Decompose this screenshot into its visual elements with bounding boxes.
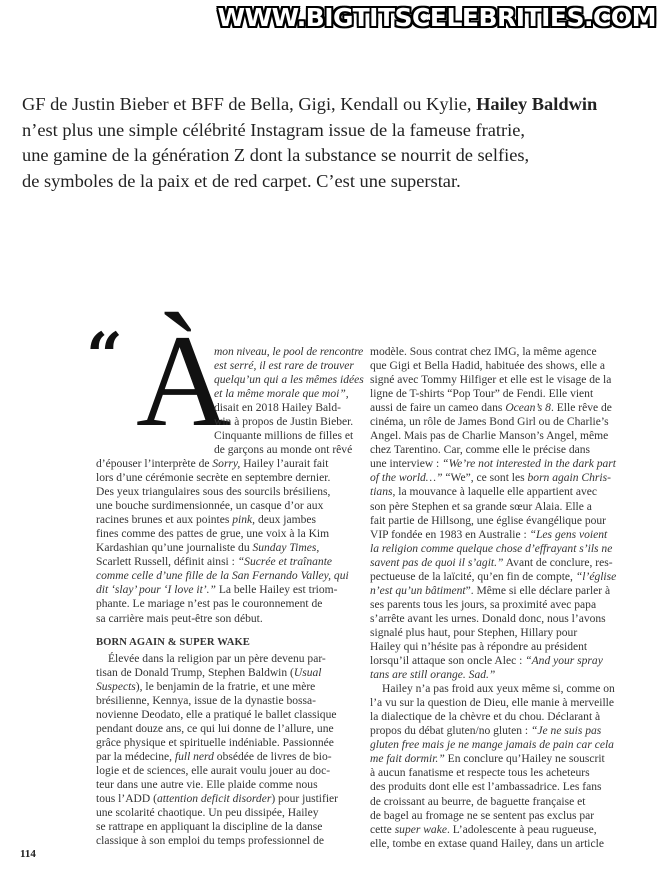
italic-text: n’est qu’un bâtiment bbox=[370, 584, 466, 597]
text-line bbox=[96, 764, 362, 778]
text: Cinquante millions de filles et bbox=[214, 430, 354, 443]
text: signalé plus haut, pour Stephen, Hillary pour bbox=[370, 626, 578, 639]
text-line bbox=[214, 373, 364, 387]
text-line bbox=[370, 429, 650, 443]
text-line bbox=[370, 795, 650, 809]
left-paragraph bbox=[96, 457, 362, 626]
text-line bbox=[96, 583, 362, 597]
intro-line: de symboles de la paix et de red carpet. C’est une superstar. bbox=[22, 170, 461, 191]
text: classique à son emploi du temps professionnel de bbox=[96, 835, 325, 848]
text-line bbox=[96, 597, 362, 611]
italic-text: me fait dormir.” bbox=[370, 753, 445, 766]
text-line bbox=[370, 401, 650, 415]
italic-text: full nerd bbox=[174, 750, 214, 763]
italic-text: Ocean’s 8 bbox=[505, 402, 551, 415]
text-line bbox=[370, 837, 650, 851]
text-line bbox=[96, 680, 362, 694]
italic-text: “Les gens voient bbox=[529, 528, 608, 541]
text: de bagel au fromage ne se sentent pas exclus par bbox=[370, 809, 595, 822]
intro-line bbox=[22, 92, 642, 118]
text: pectueuse de la laïcité, qu’en fin de compte, bbox=[370, 570, 576, 583]
italic-text: “l’église bbox=[575, 570, 617, 583]
text-line bbox=[370, 696, 650, 710]
italic-text: tans are still orange. Sad.” bbox=[370, 669, 496, 682]
text: . Elle rêve de bbox=[550, 402, 612, 415]
text-line bbox=[370, 542, 650, 556]
italic-text: mon niveau, le pool de rencontre bbox=[214, 346, 364, 358]
text-line bbox=[96, 708, 362, 722]
drop-cap-lines bbox=[214, 345, 364, 457]
text: la dialectique de la chèvre et du chou. Déclarant à bbox=[370, 711, 601, 724]
text-line bbox=[96, 457, 362, 471]
italic-text: “Je ne suis pas bbox=[531, 725, 602, 738]
text: Kardashian qu’une journaliste du bbox=[96, 542, 253, 555]
text: Angel. Mais pas de Charlie Manson’s Angel, même bbox=[370, 430, 609, 443]
text: modèle. Sous contrat chez IMG, la même agence bbox=[370, 346, 597, 358]
italic-text: quelqu’un qui a les mêmes idées bbox=[214, 374, 364, 387]
text-line bbox=[370, 415, 650, 429]
italic-text: “Sucrée et traînante bbox=[237, 556, 333, 569]
text-line bbox=[370, 626, 650, 640]
italic-text: savent pas de quoi il s’agit.” bbox=[370, 556, 504, 569]
text-line bbox=[214, 429, 364, 443]
text: des produits dont elle est l’ambassadrice. Les fans bbox=[370, 781, 602, 794]
text: lors d’une cérémonie secrète en septembre dernier. bbox=[96, 472, 331, 485]
text-line bbox=[370, 752, 650, 766]
text: Des yeux triangulaires sous des sourcils brésiliens, bbox=[96, 486, 331, 499]
text: une bouche surdimensionnée, un casque d’or aux bbox=[96, 500, 324, 513]
text: deux jambes bbox=[255, 514, 316, 527]
italic-text: et la même morale que moi”, bbox=[214, 388, 349, 401]
text-line bbox=[370, 387, 650, 401]
text-line bbox=[370, 710, 650, 724]
text-line bbox=[214, 415, 364, 429]
text: d’épouser l’interprète de bbox=[96, 458, 213, 470]
intro-line: n’est plus une simple célébrité Instagram issue de la fameuse fratrie, bbox=[22, 119, 526, 140]
text: elle, tombe en extase quand Hailey, dans un article bbox=[370, 837, 604, 850]
text: pendant douze ans, ce qui lui donne de l’allure, une bbox=[96, 722, 334, 735]
text-line bbox=[370, 514, 650, 528]
italic-text: Suspects bbox=[96, 680, 136, 693]
text-line bbox=[370, 640, 650, 654]
italic-text: “We’re not interested in the dark part bbox=[442, 458, 616, 471]
text-line bbox=[370, 584, 650, 598]
text-line bbox=[96, 806, 362, 820]
italic-text: tians bbox=[370, 486, 393, 499]
text-line bbox=[96, 722, 362, 736]
text: ”. Même si elle déclare parler à bbox=[465, 584, 611, 597]
text-line bbox=[214, 359, 364, 373]
text: cette bbox=[370, 823, 395, 836]
italic-text: super wake bbox=[394, 823, 447, 836]
text: win à propos de Justin Bieber. bbox=[214, 416, 354, 429]
intro-line: une gamine de la génération Z dont la substance se nourrit de selfies, bbox=[22, 145, 530, 165]
text-line bbox=[370, 556, 650, 570]
text: Hailey n’a pas froid aux yeux même si, comme on bbox=[382, 683, 615, 696]
text: logie et de sciences, elle aurait voulu jouer au doc- bbox=[96, 764, 331, 777]
text: racines brunes et aux pointes bbox=[96, 514, 233, 527]
text-line bbox=[370, 823, 650, 837]
text-line bbox=[96, 485, 362, 499]
text-line bbox=[96, 834, 362, 848]
text-line bbox=[370, 570, 650, 584]
text: à aucun fanatisme et respecte tous les acheteurs bbox=[370, 767, 590, 780]
italic-text: la religion comme quelque chose d’effrayant s’ils ne bbox=[370, 542, 613, 555]
opening-quote-mark: “ bbox=[86, 319, 123, 394]
text-line bbox=[96, 820, 362, 834]
text-line bbox=[370, 528, 650, 542]
text-line bbox=[96, 569, 362, 583]
text: propos du débat gluten/no gluten : bbox=[370, 725, 531, 738]
italic-text: dit ‘slay’ pour ‘I love it’.” bbox=[96, 584, 216, 597]
text: ), le benjamin de la fratrie, et une mère bbox=[135, 680, 316, 693]
text: teur dans une autre vie. Elle plaide comme nous bbox=[96, 779, 318, 792]
italic-text: pink, bbox=[232, 514, 256, 527]
text: sa carrière mais peut-être son début. bbox=[96, 612, 263, 625]
italic-text: “And your spray bbox=[525, 655, 603, 668]
text-line bbox=[96, 527, 362, 541]
text-line bbox=[370, 766, 650, 780]
text-line bbox=[96, 513, 362, 527]
italic-text: Usual bbox=[293, 666, 322, 679]
text: “We”, ce sont les bbox=[442, 472, 528, 485]
text-line bbox=[96, 792, 362, 806]
section-heading: BORN AGAIN & SUPER WAKE bbox=[96, 636, 250, 648]
text: fait partie de Hillsong, une église évangélique pour bbox=[370, 514, 606, 527]
text-line bbox=[96, 499, 362, 513]
text: fines comme des pattes de grue, une voix à la Kim bbox=[96, 528, 330, 541]
text: Hailey qui n’hésite pas à répondre au président bbox=[370, 640, 588, 653]
text-line bbox=[370, 780, 650, 794]
section-paragraph bbox=[96, 652, 362, 849]
text: s’arrête avant les urnes. Donald donc, nous l’avons bbox=[370, 612, 606, 625]
italic-text: attention deficit disorder bbox=[156, 793, 272, 806]
text-line bbox=[96, 736, 362, 750]
drop-cap: À bbox=[136, 307, 232, 454]
text-line bbox=[370, 809, 650, 823]
intro-text: GF de Justin Bieber et BFF de Bella, Gigi, Kendall ou Kylie, bbox=[22, 94, 477, 114]
text: Élevée dans la religion par un père devenu par- bbox=[108, 652, 326, 665]
text: disait en 2018 Hailey Bald- bbox=[214, 402, 341, 415]
text-line bbox=[96, 750, 362, 764]
text: ligne de T-shirts “Pop Tour” de Fendi. Elle vient bbox=[370, 388, 594, 401]
page-number: 114 bbox=[20, 848, 36, 860]
text: ) pour justifier bbox=[271, 793, 339, 806]
text-line bbox=[214, 443, 364, 457]
text-line bbox=[370, 682, 650, 696]
text: chez Tarentino. Car, comme elle le précise dans bbox=[370, 444, 591, 457]
text: phante. Le mariage n’est pas le couronnement de bbox=[96, 598, 323, 611]
text-line bbox=[370, 668, 650, 682]
text: , la mouvance à laquelle elle appartient avec bbox=[392, 486, 597, 499]
article-column-left bbox=[86, 307, 364, 848]
text-line bbox=[370, 345, 650, 359]
text: Avant de conclure, res- bbox=[503, 556, 613, 569]
text: brésilienne, Kennya, issue de la dynastie bossa- bbox=[96, 694, 316, 707]
text-line bbox=[370, 457, 650, 471]
text: que Gigi et Bella Hadid, habituée des shows, elle a bbox=[370, 360, 606, 373]
text: lorsqu’il attaque son oncle Alec : bbox=[370, 655, 526, 668]
left-body bbox=[86, 457, 362, 848]
text: Hailey l’aurait fait bbox=[240, 458, 329, 470]
italic-text: Sunday Times, bbox=[252, 542, 320, 555]
text: tisan de Donald Trump, Stephen Baldwin ( bbox=[96, 666, 294, 679]
italic-text: of the world…” bbox=[370, 472, 443, 485]
text-line bbox=[370, 598, 650, 612]
text: ses parents tous les jours, sa proximité avec papa bbox=[370, 598, 597, 611]
text: novienne Deodato, elle a pratiqué le ballet classique bbox=[96, 708, 337, 721]
text-line bbox=[370, 373, 650, 387]
text-line bbox=[370, 738, 650, 752]
text: par la médecine, bbox=[96, 750, 175, 763]
text: l’a vu sur la question de Dieu, elle manie à merveille bbox=[370, 697, 615, 710]
text: cinéma, un rôle de James Bond Girl ou de Charlie’s bbox=[370, 416, 609, 429]
watermark: WWW.BIGTITSCELEBRITIES.COM bbox=[217, 3, 656, 32]
italic-text: born again Chris- bbox=[527, 472, 611, 485]
drop-cap-block bbox=[86, 307, 364, 457]
text-line bbox=[96, 541, 362, 555]
intro-paragraph bbox=[22, 92, 642, 194]
article-column-right bbox=[370, 345, 650, 851]
text-line bbox=[96, 666, 362, 680]
text-line bbox=[96, 694, 362, 708]
text: signé avec Tommy Hilfiger et elle est le visage de la bbox=[370, 374, 612, 387]
text-line bbox=[370, 471, 650, 485]
text-line bbox=[370, 443, 650, 457]
text-line bbox=[96, 471, 362, 485]
text: de garçons au monde ont rêvé bbox=[214, 444, 353, 457]
text: grâce physique et spirituelle indéniable. Passionnée bbox=[96, 736, 334, 749]
text: Scarlett Russell, définit ainsi : bbox=[96, 556, 238, 569]
text-line bbox=[214, 345, 364, 359]
text: son père Stephen et sa grande sœur Alaia. Elle a bbox=[370, 500, 592, 513]
text: . L’adolescente à peau rugueuse, bbox=[446, 823, 597, 836]
text: obsédée de livres de bio- bbox=[213, 750, 332, 763]
text-line bbox=[370, 359, 650, 373]
text-line bbox=[370, 654, 650, 668]
text-line bbox=[96, 652, 362, 666]
text: En conclure qu’Hailey ne souscrit bbox=[444, 753, 605, 766]
text-line bbox=[370, 724, 650, 738]
text-line bbox=[96, 555, 362, 569]
text: VIP fondée en 1983 en Australie : bbox=[370, 528, 530, 541]
italic-text: est serré, il est rare de trouver bbox=[214, 360, 354, 373]
text: se rattrape en appliquant la discipline de la danse bbox=[96, 821, 323, 834]
text: de croissant au beurre, de baguette française et bbox=[370, 795, 586, 808]
text: une interview : bbox=[370, 458, 443, 471]
text-line bbox=[370, 612, 650, 626]
italic-text: comme celle d’une fille de la San Fernando Valley, qui bbox=[96, 570, 349, 583]
right-paragraphs bbox=[370, 345, 650, 851]
text: une scolarité chaotique. Un peu dissipée, Hailey bbox=[96, 807, 319, 820]
text-line bbox=[370, 485, 650, 499]
text: aussi de faire un cameo dans bbox=[370, 402, 506, 415]
text: tous l’ADD ( bbox=[96, 793, 157, 806]
text-line bbox=[214, 387, 364, 401]
text-line bbox=[370, 500, 650, 514]
italic-text: gluten free mais je ne mange jamais de pain car cela bbox=[370, 739, 614, 752]
text-line bbox=[214, 401, 364, 415]
text: La belle Hailey est triom- bbox=[215, 584, 338, 597]
text-line bbox=[96, 612, 362, 626]
italic-text: Sorry, bbox=[212, 458, 241, 470]
text-line bbox=[96, 778, 362, 792]
intro-name-bold: Hailey Baldwin bbox=[476, 94, 598, 114]
